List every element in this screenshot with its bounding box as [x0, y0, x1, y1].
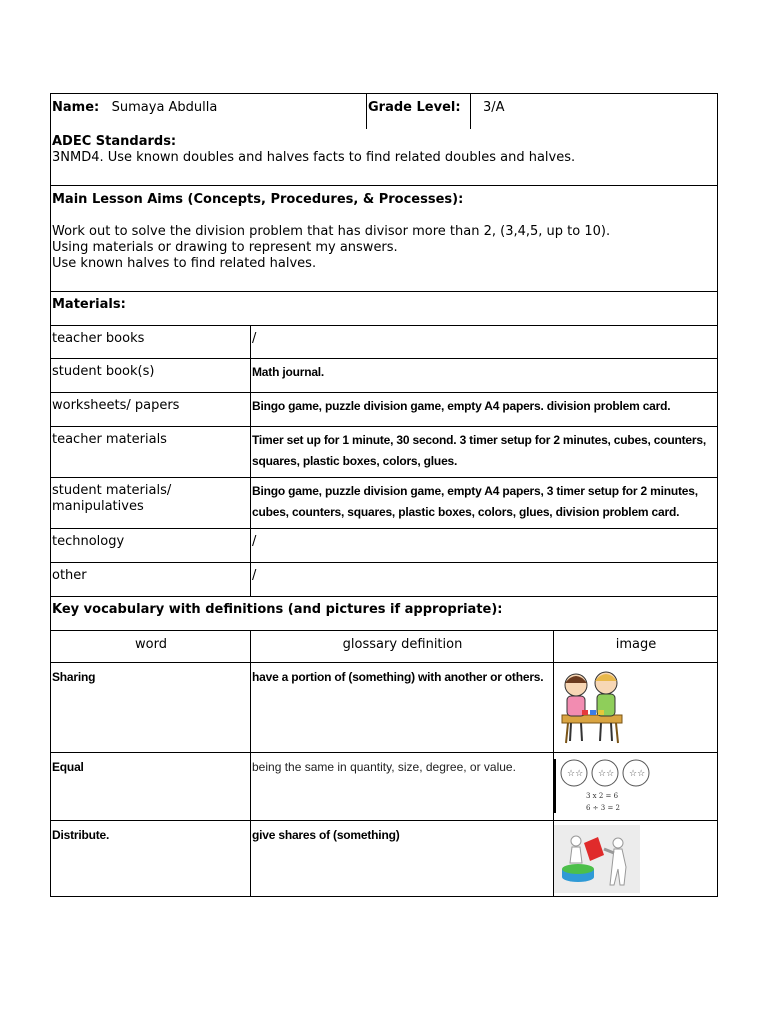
standards-cell	[51, 129, 718, 186]
vocab-word: Sharing	[51, 663, 251, 753]
material-item: student book(s)	[51, 359, 251, 393]
material-value: Bingo game, puzzle division game, empty A4 papers, 3 timer setup for 2 minutes, cubes, counters, squares, plastic boxes, colors, glues, division problem card.	[251, 478, 718, 529]
aims-line: Use known halves to find related halves.	[52, 256, 317, 271]
materials-header-cell	[51, 292, 718, 326]
children-sharing-icon	[554, 667, 630, 747]
lesson-plan-table	[50, 93, 718, 897]
materials-label: Materials:	[52, 297, 126, 312]
vocabulary-header-cell	[51, 597, 718, 631]
aims-cell	[51, 186, 718, 292]
material-value: /	[251, 326, 718, 359]
material-item: teacher books	[51, 326, 251, 359]
svg-text:☆☆: ☆☆	[598, 769, 615, 779]
vocab-definition: give shares of (something)	[251, 821, 554, 897]
vocab-word: Equal	[51, 753, 251, 821]
grade-value-cell	[471, 94, 718, 129]
grade-label: Grade Level:	[368, 100, 461, 115]
standards-label: ADEC Standards:	[52, 133, 177, 149]
material-value: Bingo game, puzzle division game, empty A4 papers. division problem card.	[251, 393, 718, 427]
material-item-line: manipulatives	[52, 499, 144, 514]
material-value: /	[251, 529, 718, 563]
vocabulary-label: Key vocabulary with definitions (and pictures if appropriate):	[52, 602, 503, 617]
material-item-line: student materials/	[52, 483, 172, 498]
grade-label-cell	[367, 94, 471, 129]
vocab-image-cell	[554, 753, 718, 821]
col-header-word: word	[51, 631, 251, 663]
material-value: Math journal.	[251, 359, 718, 393]
svg-text:☆☆: ☆☆	[567, 769, 584, 779]
material-item: teacher materials	[51, 427, 251, 478]
material-item-multiline	[51, 478, 251, 529]
grade-value: 3/A	[483, 100, 505, 115]
material-item: technology	[51, 529, 251, 563]
material-value: Timer set up for 1 minute, 30 second. 3 timer setup for 2 minutes, cubes, counters, squares, plastic boxes, colors, glues.	[251, 427, 718, 478]
name-label: Name:	[52, 100, 100, 115]
material-item: other	[51, 563, 251, 597]
equation-multiply: 3 x 2 = 6	[586, 792, 619, 800]
name-cell	[51, 94, 367, 129]
material-value: /	[251, 563, 718, 597]
equation-divide: 6 ÷ 3 = 2	[586, 804, 620, 812]
standards-text: 3NMD4. Use known doubles and halves facts to find related doubles and halves.	[52, 149, 576, 165]
aims-line: Using materials or drawing to represent my answers.	[52, 240, 398, 255]
figures-puzzle-icon	[554, 825, 640, 893]
aims-label: Main Lesson Aims (Concepts, Procedures, & Processes):	[52, 192, 464, 207]
material-item: worksheets/ papers	[51, 393, 251, 427]
vocab-definition: being the same in quantity, size, degree, or value.	[251, 753, 554, 821]
vocab-image-cell	[554, 821, 718, 897]
col-header-image: image	[554, 631, 718, 663]
col-header-definition: glossary definition	[251, 631, 554, 663]
lesson-plan-document	[50, 93, 717, 897]
vocab-word: Distribute.	[51, 821, 251, 897]
aims-line: Work out to solve the division problem that has divisor more than 2, (3,4,5, up to 10).	[52, 224, 611, 239]
vocab-image-cell	[554, 663, 718, 753]
svg-text:☆☆: ☆☆	[629, 769, 646, 779]
vocab-definition: have a portion of (something) with another or others.	[251, 663, 554, 753]
name-value: Sumaya Abdulla	[111, 100, 218, 115]
